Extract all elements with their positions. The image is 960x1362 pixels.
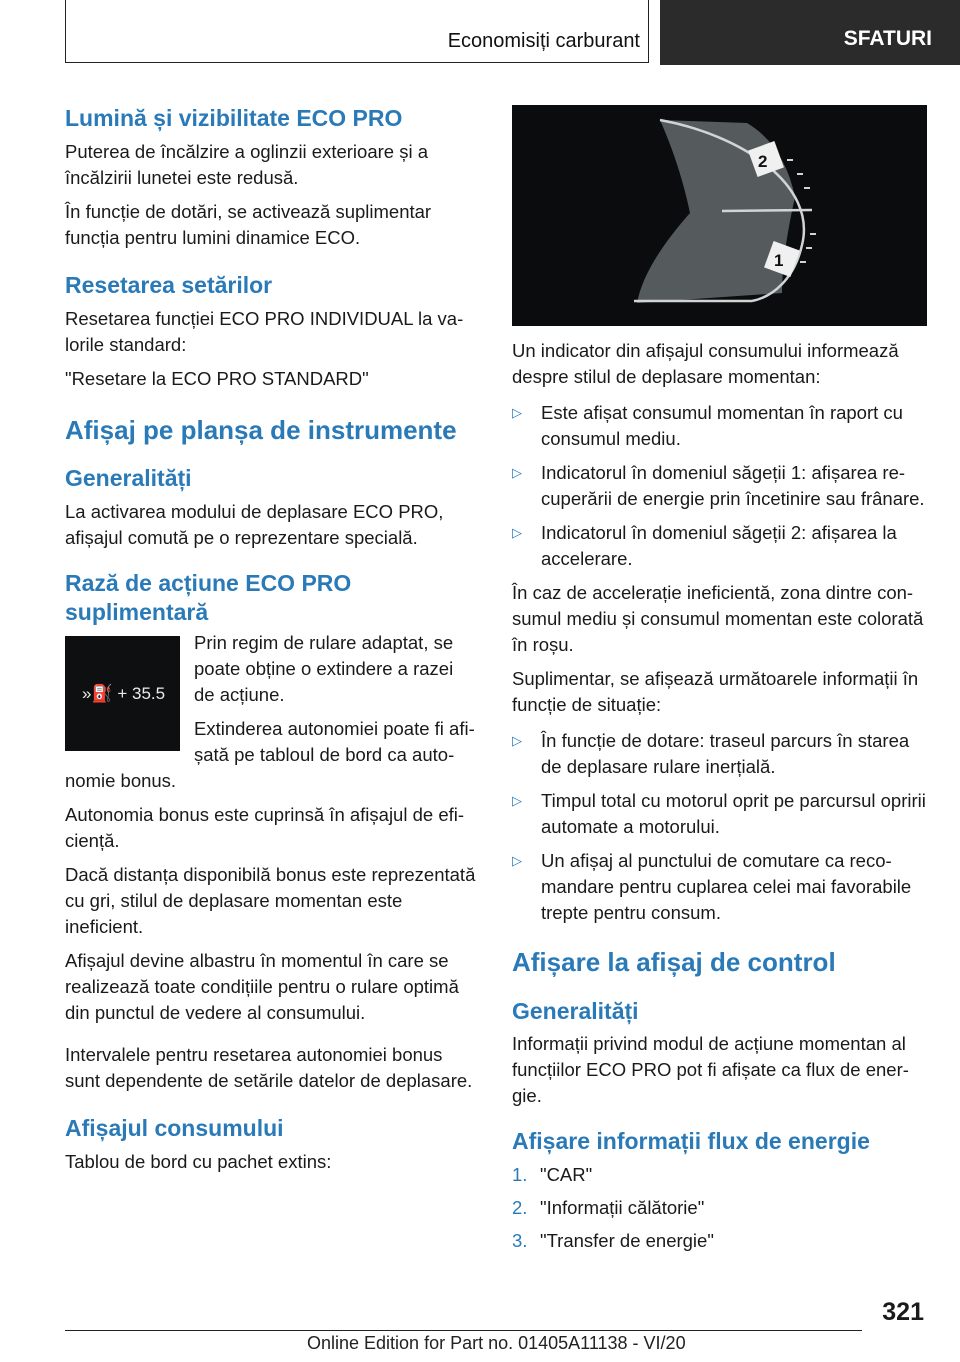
heading-eco-range: Rază de acțiune ECO PRO suplimentară: [65, 569, 352, 625]
heading-instrument-display: Afișaj pe planșa de instrumente: [65, 414, 457, 445]
paragraph: Autonomia bonus este cuprinsă în afișajul de eficiență.: [65, 804, 465, 852]
section-title: Economisiți carburant: [447, 30, 640, 52]
paragraph: În funcție de dotări, se activează suplimentar funcția pentru lumini dinamice ECO.: [65, 200, 432, 248]
paragraph: Prin regim de rulare adaptat, se poate obține o extindere a razei de acțiune.: [194, 632, 454, 706]
triangle-bullet-icon: ▷: [512, 405, 522, 420]
right-column: [512, 105, 927, 1261]
heading-reset-settings: Resetarea setărilor: [65, 271, 273, 298]
page-number: 321: [882, 1298, 924, 1326]
paragraph: În caz de accelerație ineficientă, zona dintre consumul mediu și consumul momentan este colorată în roșu.: [512, 582, 924, 655]
bullet-list-indicator: [512, 400, 927, 572]
list-item: ▷ Timpul total cu motorul oprit pe parcursul opririi automate a motorului.: [512, 790, 926, 837]
triangle-bullet-icon: ▷: [512, 465, 522, 480]
eco-range-display-image: [65, 636, 180, 751]
list-item: 3. "Transfer de energie": [512, 1230, 714, 1251]
paragraph: Tablou de bord cu pachet extins:: [65, 1151, 332, 1172]
paragraph: Informații privind modul de acțiune momentan al funcțiilor ECO PRO pot fi afișate ca flux de energie.: [512, 1033, 909, 1107]
paragraph: Intervalele pentru resetarea autonomiei bonus sunt dependente de setările datelor de deplasare.: [65, 1044, 473, 1092]
footer-divider: [65, 1330, 862, 1331]
list-item: ▷ Indicatorul în domeniul săgeții 2: afișarea la accelerare.: [512, 522, 897, 569]
heading-light-visibility: Lumină și vizibilitate ECO PRO: [65, 105, 403, 131]
paragraph: Suplimentar, se afișează următoarele informații în funcție de situație:: [512, 668, 919, 715]
heading-consumption-display: Afișajul consumului: [65, 1115, 284, 1142]
list-item: ▷ Indicatorul în domeniul săgeții 1: afișarea recuperării de energie prin încetinire sau frânare.: [512, 462, 925, 509]
list-item: 2. "Informații călătorie": [512, 1197, 705, 1218]
heading-energy-flow: Afișare informații flux de energie: [512, 1128, 870, 1155]
svg-text:2: 2: [758, 152, 768, 171]
paragraph: La activarea modului de deplasare ECO PRO, afișajul comută pe o reprezentare specială.: [65, 500, 444, 548]
heading-control-display: Afișare la afișaj de control: [512, 947, 836, 977]
paragraph: "Resetare la ECO PRO STANDARD": [65, 367, 369, 389]
fuel-pump-icon: ⛽: [91, 684, 113, 704]
range-display-text: [82, 684, 165, 704]
heading-general-right: Generalități: [512, 997, 639, 1024]
bullet-list-extra-info: [512, 728, 927, 926]
heading-general: Generalități: [65, 465, 192, 491]
paragraph: Puterea de încălzire a oglinzii exterioare și a încălzirii lunetei este redusă.: [65, 140, 428, 188]
consumption-gauge-image: [512, 105, 927, 326]
triangle-bullet-icon: ▷: [512, 525, 522, 540]
list-item: ▷ În funcție de dotare: traseul parcurs în starea de deplasare rulare inerțială.: [512, 730, 910, 777]
fast-forward-icon: »: [82, 684, 92, 704]
svg-text:1: 1: [774, 251, 784, 270]
paragraph: Un indicator din afișajul consumului informează despre stilul de deplasare momentan:: [512, 340, 899, 387]
left-column: [65, 104, 478, 1175]
list-item: 1. "CAR": [512, 1164, 593, 1185]
average-consumption-marker: [722, 210, 812, 211]
paragraph: Extinderea autonomiei poate fi afișată pe tabloul de bord ca autonomie bonus.: [65, 718, 475, 792]
paragraph: Resetarea funcției ECO PRO INDIVIDUAL la valorile standard:: [65, 307, 464, 355]
range-value: + 35.5: [117, 684, 166, 704]
paragraph: Dacă distanța disponibilă bonus este reprezentată cu gri, stilul de deplasare momentan este ineficient.: [65, 864, 476, 938]
list-item: ▷ Este afișat consumul momentan în raport cu consumul mediu.: [512, 402, 903, 449]
list-item: ▷ Un afișaj al punctului de comutare ca recomandare pentru cuplarea celei mai favorabile trepte pentru consum.: [512, 850, 912, 923]
paragraph: Afișajul devine albastru în momentul în care se realizează toate condițiile pentru o rulare optimă din punctul de vedere al consumului.: [65, 950, 459, 1024]
footer-edition: Online Edition for Part no. 01405A11138 - VI/20: [307, 1333, 686, 1353]
numbered-list-menu-path: [512, 1162, 927, 1254]
triangle-bullet-icon: ▷: [512, 853, 522, 868]
triangle-bullet-icon: ▷: [512, 793, 522, 808]
chapter-tab[interactable]: SFATURI: [660, 0, 960, 65]
triangle-bullet-icon: ▷: [512, 733, 522, 748]
